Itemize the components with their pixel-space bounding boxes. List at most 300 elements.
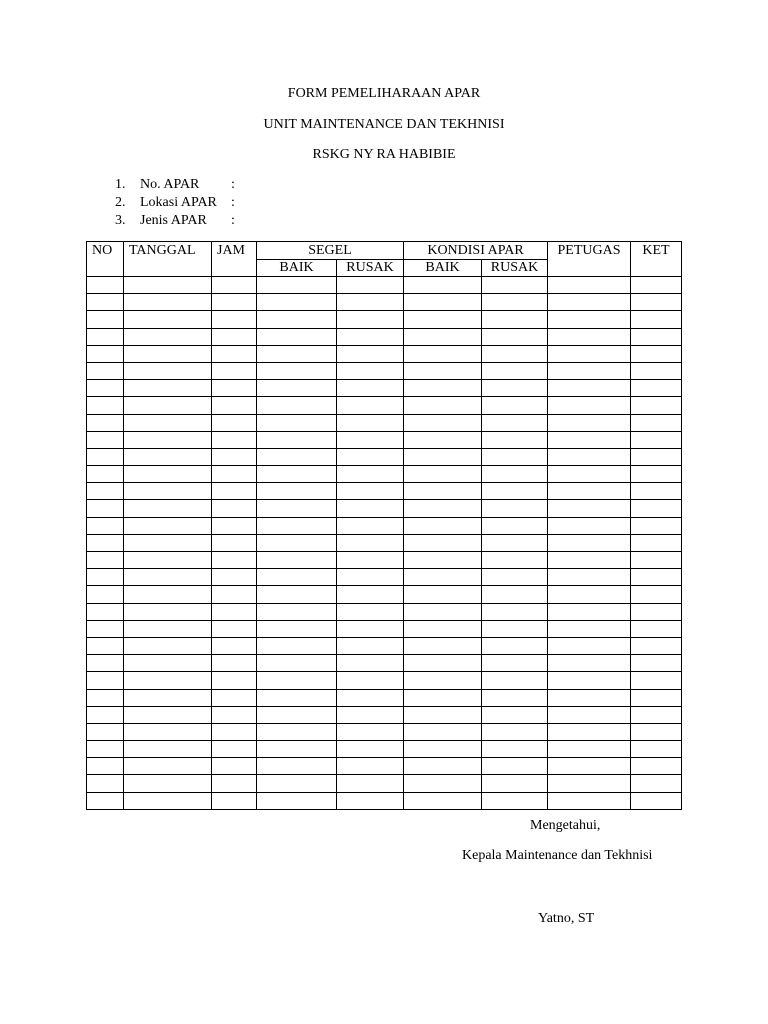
table-cell[interactable] <box>337 655 404 672</box>
table-cell[interactable] <box>212 569 257 586</box>
table-cell[interactable] <box>631 483 682 500</box>
table-cell[interactable] <box>631 637 682 654</box>
table-cell[interactable] <box>257 500 337 517</box>
table-cell[interactable] <box>404 448 482 465</box>
table-cell[interactable] <box>212 448 257 465</box>
table-cell[interactable] <box>631 294 682 311</box>
table-cell[interactable] <box>404 706 482 723</box>
table-cell[interactable] <box>124 552 212 569</box>
table-cell[interactable] <box>337 362 404 379</box>
table-cell[interactable] <box>337 328 404 345</box>
table-cell[interactable] <box>124 466 212 483</box>
table-cell[interactable] <box>337 294 404 311</box>
header-segel: SEGEL <box>257 242 404 260</box>
table-cell[interactable] <box>404 311 482 328</box>
table-cell[interactable] <box>124 448 212 465</box>
table-cell[interactable] <box>124 637 212 654</box>
table-cell[interactable] <box>212 586 257 603</box>
table-cell[interactable] <box>631 397 682 414</box>
table-cell[interactable] <box>212 517 257 534</box>
table-cell[interactable] <box>631 603 682 620</box>
table-cell[interactable] <box>337 345 404 362</box>
table-cell[interactable] <box>482 620 548 637</box>
table-cell[interactable] <box>631 517 682 534</box>
table-cell[interactable] <box>87 672 124 689</box>
table-cell[interactable] <box>257 345 337 362</box>
unit-title: UNIT MAINTENANCE DAN TEKHNISI <box>263 117 505 132</box>
table-cell[interactable] <box>482 294 548 311</box>
table-cell[interactable] <box>212 414 257 431</box>
table-cell[interactable] <box>404 689 482 706</box>
table-cell[interactable] <box>337 723 404 740</box>
table-cell[interactable] <box>257 775 337 792</box>
table-cell[interactable] <box>404 569 482 586</box>
table-cell[interactable] <box>212 311 257 328</box>
table-cell[interactable] <box>631 655 682 672</box>
table-cell[interactable] <box>337 311 404 328</box>
table-cell[interactable] <box>482 380 548 397</box>
table-cell[interactable] <box>337 706 404 723</box>
table-cell[interactable] <box>124 706 212 723</box>
table-cell[interactable] <box>257 569 337 586</box>
table-cell[interactable] <box>124 723 212 740</box>
table-cell[interactable] <box>87 775 124 792</box>
table-cell[interactable] <box>257 534 337 551</box>
signatory-position: Kepala Maintenance dan Tekhnisi <box>462 848 653 863</box>
table-cell[interactable] <box>257 723 337 740</box>
table-cell[interactable] <box>548 655 631 672</box>
table-cell[interactable] <box>482 500 548 517</box>
table-cell[interactable] <box>482 706 548 723</box>
table-cell[interactable] <box>212 706 257 723</box>
table-cell[interactable] <box>404 380 482 397</box>
signatory-name: Yatno, ST <box>538 911 595 926</box>
table-cell[interactable] <box>337 431 404 448</box>
table-cell[interactable] <box>87 500 124 517</box>
table-cell[interactable] <box>337 758 404 775</box>
table-cell[interactable] <box>257 552 337 569</box>
table-cell[interactable] <box>124 758 212 775</box>
table-cell[interactable] <box>482 397 548 414</box>
table-cell[interactable] <box>257 397 337 414</box>
table-cell[interactable] <box>482 483 548 500</box>
table-cell[interactable] <box>548 277 631 294</box>
table-cell[interactable] <box>212 534 257 551</box>
table-cell[interactable] <box>87 345 124 362</box>
table-cell[interactable] <box>482 466 548 483</box>
table-cell[interactable] <box>257 431 337 448</box>
table-cell[interactable] <box>631 552 682 569</box>
table-cell[interactable] <box>482 569 548 586</box>
table-cell[interactable] <box>124 603 212 620</box>
table-cell[interactable] <box>631 569 682 586</box>
table-cell[interactable] <box>482 414 548 431</box>
table-cell[interactable] <box>124 431 212 448</box>
table-cell[interactable] <box>212 277 257 294</box>
table-cell[interactable] <box>87 689 124 706</box>
table-cell[interactable] <box>87 294 124 311</box>
table-cell[interactable] <box>631 311 682 328</box>
field-label: Jenis APAR <box>140 213 207 228</box>
table-row <box>87 569 682 586</box>
table-cell[interactable] <box>631 414 682 431</box>
table-cell[interactable] <box>337 741 404 758</box>
table-cell[interactable] <box>212 294 257 311</box>
table-cell[interactable] <box>87 586 124 603</box>
table-cell[interactable] <box>404 620 482 637</box>
table-cell[interactable] <box>337 569 404 586</box>
table-cell[interactable] <box>337 466 404 483</box>
table-cell[interactable] <box>212 466 257 483</box>
table-cell[interactable] <box>124 277 212 294</box>
table-cell[interactable] <box>212 689 257 706</box>
table-cell[interactable] <box>212 758 257 775</box>
table-cell[interactable] <box>548 448 631 465</box>
table-cell[interactable] <box>257 672 337 689</box>
table-cell[interactable] <box>482 345 548 362</box>
table-cell[interactable] <box>631 328 682 345</box>
table-cell[interactable] <box>212 792 257 809</box>
table-cell[interactable] <box>482 552 548 569</box>
table-cell[interactable] <box>548 689 631 706</box>
table-cell[interactable] <box>87 328 124 345</box>
table-cell[interactable] <box>548 758 631 775</box>
table-cell[interactable] <box>548 517 631 534</box>
table-cell[interactable] <box>404 362 482 379</box>
table-cell[interactable] <box>482 448 548 465</box>
table-cell[interactable] <box>124 775 212 792</box>
table-cell[interactable] <box>212 655 257 672</box>
table-cell[interactable] <box>124 534 212 551</box>
table-cell[interactable] <box>548 706 631 723</box>
table-cell[interactable] <box>87 741 124 758</box>
table-cell[interactable] <box>404 603 482 620</box>
table-cell[interactable] <box>87 723 124 740</box>
table-cell[interactable] <box>631 431 682 448</box>
table-cell[interactable] <box>124 311 212 328</box>
table-cell[interactable] <box>404 792 482 809</box>
table-cell[interactable] <box>87 311 124 328</box>
table-cell[interactable] <box>482 311 548 328</box>
table-cell[interactable] <box>87 277 124 294</box>
table-cell[interactable] <box>404 723 482 740</box>
table-cell[interactable] <box>482 672 548 689</box>
table-cell[interactable] <box>631 758 682 775</box>
table-cell[interactable] <box>87 637 124 654</box>
table-cell[interactable] <box>87 792 124 809</box>
table-cell[interactable] <box>87 534 124 551</box>
table-cell[interactable] <box>212 431 257 448</box>
table-cell[interactable] <box>87 362 124 379</box>
table-cell[interactable] <box>337 620 404 637</box>
table-cell[interactable] <box>482 277 548 294</box>
table-cell[interactable] <box>124 345 212 362</box>
table-cell[interactable] <box>404 345 482 362</box>
table-cell[interactable] <box>212 345 257 362</box>
table-cell[interactable] <box>631 448 682 465</box>
table-cell[interactable] <box>337 483 404 500</box>
table-cell[interactable] <box>257 380 337 397</box>
table-cell[interactable] <box>404 775 482 792</box>
table-cell[interactable] <box>337 586 404 603</box>
table-cell[interactable] <box>548 294 631 311</box>
table-cell[interactable] <box>337 552 404 569</box>
table-cell[interactable] <box>124 380 212 397</box>
table-cell[interactable] <box>404 483 482 500</box>
table-cell[interactable] <box>124 792 212 809</box>
table-cell[interactable] <box>548 569 631 586</box>
table-cell[interactable] <box>212 741 257 758</box>
field-number: 1. <box>115 177 126 192</box>
table-cell[interactable] <box>257 741 337 758</box>
table-cell[interactable] <box>257 603 337 620</box>
table-cell[interactable] <box>631 500 682 517</box>
table-cell[interactable] <box>548 328 631 345</box>
table-row <box>87 620 682 637</box>
table-cell[interactable] <box>257 689 337 706</box>
table-cell[interactable] <box>404 741 482 758</box>
field-number: 3. <box>115 213 126 228</box>
table-cell[interactable] <box>548 775 631 792</box>
table-cell[interactable] <box>631 723 682 740</box>
table-row <box>87 534 682 551</box>
table-cell[interactable] <box>482 534 548 551</box>
table-cell[interactable] <box>548 500 631 517</box>
table-cell[interactable] <box>631 775 682 792</box>
table-cell[interactable] <box>257 620 337 637</box>
table-cell[interactable] <box>404 552 482 569</box>
table-cell[interactable] <box>548 483 631 500</box>
table-cell[interactable] <box>482 655 548 672</box>
table-cell[interactable] <box>124 586 212 603</box>
table-cell[interactable] <box>87 758 124 775</box>
table-cell[interactable] <box>257 637 337 654</box>
form-title: FORM PEMELIHARAAN APAR <box>287 86 481 101</box>
table-cell[interactable] <box>337 500 404 517</box>
table-cell[interactable] <box>404 758 482 775</box>
table-cell[interactable] <box>337 689 404 706</box>
table-cell[interactable] <box>257 311 337 328</box>
table-cell[interactable] <box>87 552 124 569</box>
table-cell[interactable] <box>257 362 337 379</box>
table-cell[interactable] <box>212 483 257 500</box>
table-cell[interactable] <box>404 500 482 517</box>
table-cell[interactable] <box>482 758 548 775</box>
table-cell[interactable] <box>631 466 682 483</box>
table-cell[interactable] <box>87 448 124 465</box>
header-ket: KET <box>631 242 682 277</box>
table-cell[interactable] <box>124 689 212 706</box>
table-cell[interactable] <box>548 431 631 448</box>
table-cell[interactable] <box>337 380 404 397</box>
table-cell[interactable] <box>631 620 682 637</box>
table-cell[interactable] <box>337 775 404 792</box>
table-cell[interactable] <box>482 689 548 706</box>
table-cell[interactable] <box>124 294 212 311</box>
table-cell[interactable] <box>631 689 682 706</box>
table-cell[interactable] <box>548 672 631 689</box>
table-cell[interactable] <box>631 741 682 758</box>
table-row <box>87 741 682 758</box>
table-cell[interactable] <box>257 586 337 603</box>
table-cell[interactable] <box>212 328 257 345</box>
table-cell[interactable] <box>337 397 404 414</box>
header-segel-baik: BAIK <box>257 260 337 277</box>
table-cell[interactable] <box>337 414 404 431</box>
table-cell[interactable] <box>87 466 124 483</box>
table-cell[interactable] <box>124 569 212 586</box>
table-cell[interactable] <box>404 517 482 534</box>
table-cell[interactable] <box>212 620 257 637</box>
table-row <box>87 689 682 706</box>
table-cell[interactable] <box>548 397 631 414</box>
table-cell[interactable] <box>337 534 404 551</box>
table-cell[interactable] <box>482 792 548 809</box>
table-cell[interactable] <box>548 620 631 637</box>
table-cell[interactable] <box>124 517 212 534</box>
table-cell[interactable] <box>482 775 548 792</box>
header-kondisi-rusak: RUSAK <box>482 260 548 277</box>
table-cell[interactable] <box>404 397 482 414</box>
table-cell[interactable] <box>631 792 682 809</box>
table-cell[interactable] <box>87 380 124 397</box>
table-cell[interactable] <box>257 294 337 311</box>
table-cell[interactable] <box>257 758 337 775</box>
table-row <box>87 414 682 431</box>
table-cell[interactable] <box>257 517 337 534</box>
table-cell[interactable] <box>548 362 631 379</box>
table-cell[interactable] <box>548 603 631 620</box>
table-cell[interactable] <box>337 792 404 809</box>
table-cell[interactable] <box>548 414 631 431</box>
table-cell[interactable] <box>337 603 404 620</box>
table-cell[interactable] <box>212 637 257 654</box>
table-cell[interactable] <box>257 414 337 431</box>
table-cell[interactable] <box>548 380 631 397</box>
table-cell[interactable] <box>212 552 257 569</box>
table-cell[interactable] <box>212 672 257 689</box>
table-cell[interactable] <box>87 706 124 723</box>
table-cell[interactable] <box>482 603 548 620</box>
table-cell[interactable] <box>124 741 212 758</box>
table-cell[interactable] <box>548 552 631 569</box>
table-cell[interactable] <box>257 466 337 483</box>
header-kondisi-apar: KONDISI APAR <box>404 242 548 260</box>
table-cell[interactable] <box>212 397 257 414</box>
table-cell[interactable] <box>124 397 212 414</box>
table-cell[interactable] <box>482 328 548 345</box>
table-cell[interactable] <box>124 672 212 689</box>
table-cell[interactable] <box>257 706 337 723</box>
table-cell[interactable] <box>337 672 404 689</box>
table-cell[interactable] <box>482 741 548 758</box>
table-cell[interactable] <box>337 637 404 654</box>
table-cell[interactable] <box>482 362 548 379</box>
table-cell[interactable] <box>631 706 682 723</box>
table-cell[interactable] <box>124 620 212 637</box>
table-cell[interactable] <box>482 517 548 534</box>
table-cell[interactable] <box>482 431 548 448</box>
table-cell[interactable] <box>404 328 482 345</box>
table-cell[interactable] <box>124 500 212 517</box>
table-cell[interactable] <box>87 569 124 586</box>
table-cell[interactable] <box>404 414 482 431</box>
table-cell[interactable] <box>124 362 212 379</box>
table-cell[interactable] <box>87 397 124 414</box>
table-cell[interactable] <box>631 586 682 603</box>
table-cell[interactable] <box>548 792 631 809</box>
table-cell[interactable] <box>87 431 124 448</box>
table-cell[interactable] <box>212 603 257 620</box>
table-cell[interactable] <box>124 483 212 500</box>
table-cell[interactable] <box>212 500 257 517</box>
table-row <box>87 294 682 311</box>
table-cell[interactable] <box>631 277 682 294</box>
table-cell[interactable] <box>404 294 482 311</box>
table-cell[interactable] <box>257 328 337 345</box>
table-cell[interactable] <box>337 448 404 465</box>
table-cell[interactable] <box>124 328 212 345</box>
table-cell[interactable] <box>124 655 212 672</box>
table-cell[interactable] <box>124 414 212 431</box>
table-cell[interactable] <box>548 637 631 654</box>
table-cell[interactable] <box>631 672 682 689</box>
table-cell[interactable] <box>404 431 482 448</box>
table-row <box>87 397 682 414</box>
table-cell[interactable] <box>404 534 482 551</box>
table-row <box>87 637 682 654</box>
table-cell[interactable] <box>257 655 337 672</box>
table-cell[interactable] <box>631 380 682 397</box>
table-cell[interactable] <box>482 637 548 654</box>
table-cell[interactable] <box>548 534 631 551</box>
table-cell[interactable] <box>337 277 404 294</box>
table-cell[interactable] <box>404 586 482 603</box>
table-cell[interactable] <box>482 723 548 740</box>
table-cell[interactable] <box>548 311 631 328</box>
table-cell[interactable] <box>548 723 631 740</box>
table-cell[interactable] <box>257 448 337 465</box>
table-cell[interactable] <box>548 741 631 758</box>
table-cell[interactable] <box>404 655 482 672</box>
table-cell[interactable] <box>212 362 257 379</box>
table-cell[interactable] <box>87 414 124 431</box>
table-cell[interactable] <box>631 362 682 379</box>
table-cell[interactable] <box>631 534 682 551</box>
table-cell[interactable] <box>87 655 124 672</box>
table-cell[interactable] <box>337 517 404 534</box>
table-cell[interactable] <box>212 775 257 792</box>
table-cell[interactable] <box>404 277 482 294</box>
table-cell[interactable] <box>87 483 124 500</box>
table-cell[interactable] <box>482 586 548 603</box>
table-cell[interactable] <box>404 637 482 654</box>
table-cell[interactable] <box>257 483 337 500</box>
table-cell[interactable] <box>87 603 124 620</box>
table-cell[interactable] <box>257 792 337 809</box>
table-cell[interactable] <box>87 517 124 534</box>
table-cell[interactable] <box>404 466 482 483</box>
table-cell[interactable] <box>404 672 482 689</box>
table-cell[interactable] <box>257 277 337 294</box>
table-cell[interactable] <box>548 345 631 362</box>
table-cell[interactable] <box>212 380 257 397</box>
table-cell[interactable] <box>212 723 257 740</box>
table-cell[interactable] <box>631 345 682 362</box>
table-cell[interactable] <box>548 586 631 603</box>
table-cell[interactable] <box>87 620 124 637</box>
table-cell[interactable] <box>548 466 631 483</box>
